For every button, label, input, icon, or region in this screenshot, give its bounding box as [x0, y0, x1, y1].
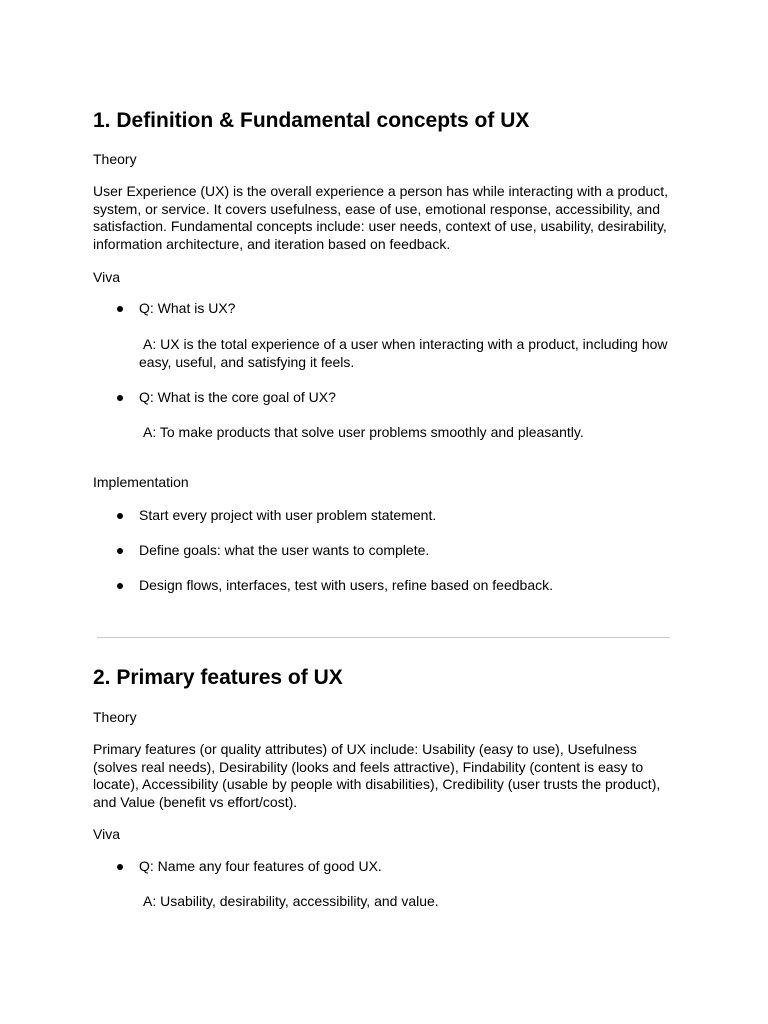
- viva-answer-2: [139, 424, 684, 442]
- implementation-item-text: Define goals: what the user wants to complete.: [139, 542, 430, 558]
- section-2-viva-label: Viva: [93, 826, 120, 842]
- section-2-theory-label: Theory: [93, 709, 137, 725]
- bullet-icon: [117, 864, 123, 870]
- implementation-item-text: Start every project with user problem statement.: [139, 507, 437, 523]
- viva-question-text: Q: What is UX?: [139, 300, 236, 316]
- section-1-heading: 1. Definition & Fundamental concepts of UX: [93, 109, 530, 132]
- bullet-icon: [117, 306, 123, 312]
- section-2-theory-text: Primary features (or quality attributes) of UX include: Usability (easy to use), Usefulness (solves real needs), Desirability (looks and feels attractive), Findability (content is easy to locate), Accessibility (usable by people with disabilities), Credibility (user trusts the product), and Value (benefit vs effort/cost).: [93, 741, 661, 810]
- section-1-implementation-label: Implementation: [93, 474, 189, 490]
- viva-question-text: Q: Name any four features of good UX.: [139, 858, 382, 874]
- section-1-theory-text: User Experience (UX) is the overall experience a person has while interacting with a product, system, or service. It covers usefulness, ease of use, emotional response, accessibility, and satisfaction. Fundamental concepts include: user needs, context of use, usability, desirability, information architecture, and iteration based on feedback.: [93, 183, 669, 252]
- viva-question-text: Q: What is the core goal of UX?: [139, 389, 336, 405]
- section-1-viva-label: Viva: [93, 269, 120, 285]
- bullet-icon: [117, 395, 123, 401]
- section-divider: [97, 637, 670, 638]
- bullet-icon: [117, 513, 123, 519]
- bullet-icon: [117, 548, 123, 554]
- viva-answer-text: A: UX is the total experience of a user when interacting with a product, including how easy, useful, and satisfying it feels.: [139, 336, 668, 370]
- implementation-item-text: Design flows, interfaces, test with users, refine based on feedback.: [139, 577, 553, 593]
- section-2-heading: 2. Primary features of UX: [93, 666, 343, 689]
- viva-answer-text: A: Usability, desirability, accessibility, and value.: [143, 893, 439, 909]
- viva-answer-3: [139, 893, 684, 911]
- viva-answer-text: A: To make products that solve user problems smoothly and pleasantly.: [143, 424, 584, 440]
- viva-answer-1: [139, 336, 684, 371]
- section-1-theory-label: Theory: [93, 151, 137, 167]
- bullet-icon: [117, 583, 123, 589]
